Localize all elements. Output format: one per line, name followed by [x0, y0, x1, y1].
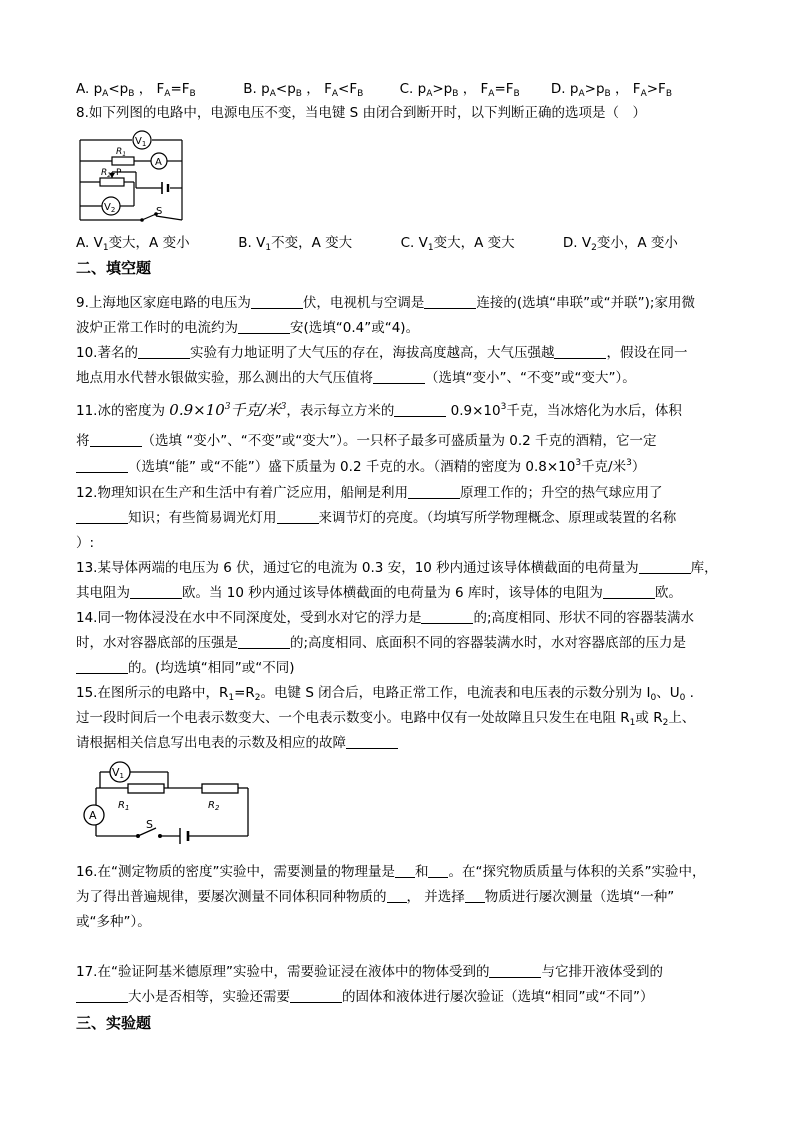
q9-line1: 9.上海地区家庭电路的电压为 伏，电视机与空调是 连接的(选填“串联”或“并联”);家用微 — [76, 295, 695, 311]
q12-line2: 知识；有些简易调光灯用 来调节灯的亮度。（均填写所学物理概念、原理或装置的名称 — [76, 508, 676, 528]
q11-line3: （选填“能” 或“不能”）盛下质量为 0.2 千克的水。（酒精的密度为 $0.8\times 10^3$千克/米$^3$） — [76, 457, 645, 477]
q15-blank-1[interactable] — [346, 734, 398, 749]
q14-line1: 14.同一物体浸没在水中不同深度处，受到水对它的浮力是 的;高度相同、形状不同的容器装满水 — [76, 610, 695, 626]
q7-option-d: D. $p_A>p_B$ ， $F_A>F_B$ — [550, 81, 672, 99]
q8-label-p: P — [116, 168, 122, 178]
q9-line2: 波炉正常工作时的电流约为 安(选填“0.4”或“4)。 — [76, 320, 420, 336]
q11-line1: 11.冰的密度为 $0.9\times 10^3$千克/米$^3$，表示每立方米的 $0.9\times 10^3$千克，当冰熔化为水后，体积 — [76, 401, 682, 419]
q16-blank-2[interactable] — [428, 863, 448, 878]
q9-blank-3[interactable] — [238, 319, 290, 334]
q15-line2: 过一段时间后一个电表示数变大、一个电表示数变小。电路中仅有一处故障且只发生在电阻 $R_1$或 $R_2$上、 — [76, 710, 696, 728]
q14-blank-1[interactable] — [421, 609, 473, 624]
q16-blank-1[interactable] — [395, 863, 415, 878]
q11-blank-1[interactable] — [394, 402, 446, 417]
q15-label-r2: $R_2$ — [208, 800, 220, 812]
q12-blank-2[interactable] — [76, 509, 128, 524]
q8-label-r1: $R_1$ — [116, 147, 127, 158]
q16-line1: 16.在“测定物质的密度”实验中，需要测量的物理量是 和 。在“探究物质质量与体积的关系”实验中， — [76, 864, 706, 880]
q9-blank-1[interactable] — [251, 294, 303, 309]
q16-line2: 为了得出普遍规律，要屡次测量不同体积同种物质的 ， 并选择 物质进行屡次测量（选填“一种” — [76, 889, 675, 905]
q10-line1: 10.著名的 实验有力地证明了大气压的存在，海拔高度越高，大气压强越 ，假设在同一 — [76, 345, 688, 361]
q14-line2: 时，水对容器底部的压强是 的;高度相同、底面积不同的容器装满水时，水对容器底部的压力是 — [76, 635, 687, 651]
section-heading-experiment: 三、实验题 — [76, 1014, 152, 1032]
q17-blank-1[interactable] — [489, 963, 541, 978]
q8-option-d: D. $V_2$变小，A 变小 — [562, 235, 678, 253]
q8-label-r2: $R_2$ — [101, 168, 112, 179]
q15-line3: 请根据相关信息写出电表的示数及相应的故障 — [76, 733, 398, 753]
q15-label-v: V1 — [112, 766, 124, 780]
q12-line3: ）: — [76, 535, 95, 551]
q16-blank-3[interactable] — [387, 888, 407, 903]
q17-line2: 大小是否相等，实验还需要 的固体和液体进行屡次验证（选填“相同”或“不同”） — [76, 987, 653, 1007]
q8-option-b: B. $V_1$不变，A 变大 — [238, 235, 353, 253]
q11-line2: 将 （选填 “变小”、“不变”或“变大”）。一只杯子最多可盛质量为 0.2 千克的酒精，它一定 — [76, 433, 657, 449]
q12-blank-3[interactable] — [277, 509, 319, 524]
q10-blank-1[interactable] — [138, 344, 190, 359]
q11-density-formula: $0.9\times 10^3$千克/米$^3$ — [169, 401, 287, 419]
q8-label-v2: $V_2$ — [104, 202, 116, 214]
q11-blank-2[interactable] — [90, 432, 142, 447]
q14-line3: 的。(均选填“相同”或“不同) — [76, 658, 295, 678]
q7-option-c: C. $p_A>p_B$ ， $F_A=F_B$ — [399, 81, 520, 99]
q12-line1: 12.物理知识在生产和生活中有着广泛应用，船闸是利用 原理工作的；升空的热气球应用了 — [76, 485, 663, 501]
q10-line2: 地点用水代替水银做实验，那么测出的大气压值将 （选填“变小”、“不变”或“变大”）。 — [76, 370, 636, 386]
q17-blank-2[interactable] — [76, 988, 128, 1003]
q7-options — [76, 79, 672, 99]
q7-option-b: B. $p_A<p_B$ ， $F_A<F_B$ — [243, 81, 364, 99]
section-heading-fill-in: 二、填空题 — [76, 259, 152, 277]
q10-blank-2[interactable] — [554, 344, 606, 359]
q8-option-a: A. $V_1$变大，A 变小 — [76, 235, 190, 253]
q15-label-a: A — [89, 809, 97, 822]
q17-line1: 17.在“验证阿基米德原理”实验中，需要验证浸在液体中的物体受到的 与它排开液体受到的 — [76, 964, 663, 980]
q15-label-r1: $R_1$ — [118, 800, 130, 812]
q13-line1: 13.某导体两端的电压为 6 伏，通过它的电流为 0.3 安，10 秒内通过该导体横截面的电荷量为 库， — [76, 560, 718, 576]
q11-blank-3[interactable] — [76, 458, 128, 473]
q17-blank-3[interactable] — [290, 988, 342, 1003]
q8-circuit-diagram — [76, 128, 188, 228]
q16-line3: 或“多种”）。 — [76, 914, 151, 930]
q8-stem: 8.如下列图的电路中，电源电压不变，当电键 S 由闭合到断开时，以下判断正确的选项是（ ） — [76, 105, 647, 121]
q8-label-a: A — [155, 157, 162, 168]
q13-blank-2[interactable] — [130, 584, 182, 599]
q8-options — [76, 233, 678, 253]
q8-label-v1: $V_1$ — [135, 136, 147, 148]
q16-blank-4[interactable] — [465, 888, 485, 903]
q15-circuit-diagram — [76, 758, 256, 850]
q8-option-c: C. $V_1$变大，A 变大 — [400, 235, 515, 253]
q14-blank-2[interactable] — [238, 634, 290, 649]
q13-blank-1[interactable] — [639, 559, 691, 574]
q10-blank-3[interactable] — [373, 369, 425, 384]
q15-line1: 15.在图所示的电路中，$R_1=R_2$。电键 S 闭合后，电路正常工作，电流表和电压表的示数分别为 $I_0$、$U_0$ . — [76, 685, 694, 703]
q13-line2: 其电阻为 欧。当 10 秒内通过该导体横截面的电荷量为 6 库时，该导体的电阻为 欧。 — [76, 585, 682, 601]
q13-blank-3[interactable] — [603, 584, 655, 599]
q15-label-s: S — [146, 818, 153, 831]
q12-blank-1[interactable] — [408, 484, 460, 499]
q7-option-a: A. $p_A<p_B$ ， $F_A=F_B$ — [76, 81, 196, 99]
q9-blank-2[interactable] — [424, 294, 476, 309]
q14-blank-3[interactable] — [76, 659, 128, 674]
q8-label-s: S — [156, 206, 163, 217]
